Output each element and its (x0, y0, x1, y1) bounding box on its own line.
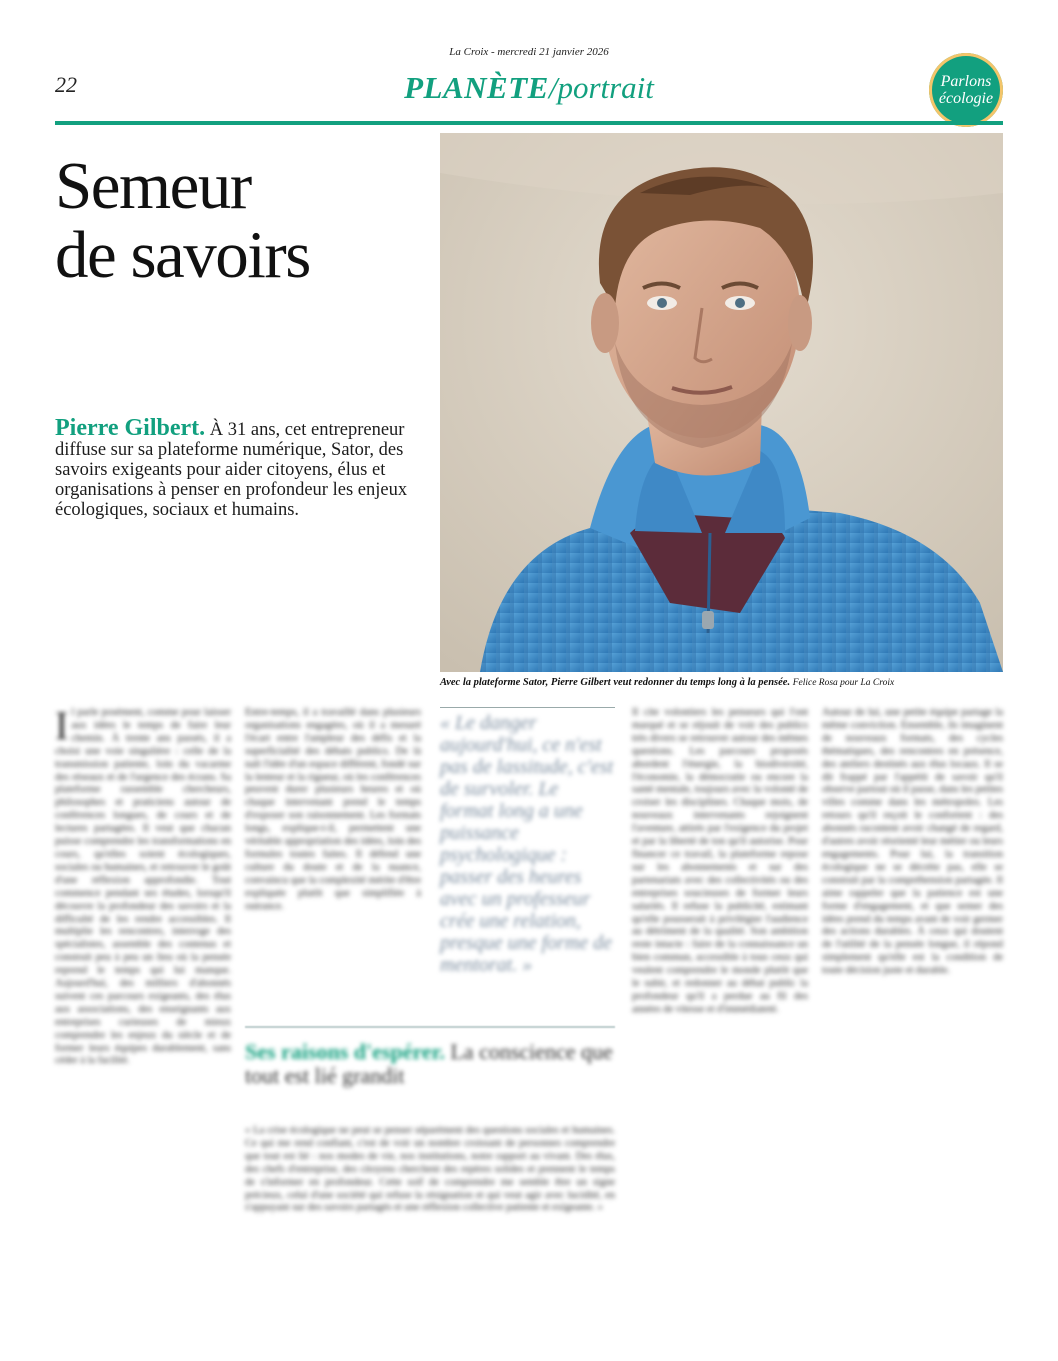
chapeau (55, 415, 410, 520)
body-column-2: Entre-temps, il a travaillé dans plusieurs organisations engagées, où il a mesuré l'écart entre l'ampleur des défis et la superficialité des débats publics. De là naît l'idée d'un espace différent, fondé sur la lenteur et la rigueur, où les conférences peuvent durer plusieurs heures et où chaque intervenant prend le temps d'exposer son raisonnement. Les formats longs, explique-t-il, permettent une véritable appropriation des idées, loin des formules toutes faites. Il défend une culture du doute et de la nuance, convaincu que la complexité mérite d'être expliquée plutôt que simplifiée à outrance. (245, 707, 421, 912)
badge-line1: Parlons (940, 73, 992, 90)
chapeau-name: Pierre Gilbert. (55, 415, 206, 441)
caption-text: Avec la plateforme Sator, Pierre Gilbert veut redonner du temps long à la pensée. (440, 677, 791, 688)
portrait-photo (440, 133, 1003, 672)
section-title (0, 70, 1058, 106)
header-rule (55, 121, 1003, 125)
parlons-ecologie-badge (929, 53, 1003, 127)
pull-quote: « Le danger aujourd'hui, ce n'est pas de lassitude, c'est de survoler. Le format long a une puissance psychologique : passer des heures avec un professeur crée une relation, presque une forme de mentorat. » (440, 712, 614, 976)
portrait-illustration (440, 133, 1003, 672)
box-body: « La crise écologique ne peut se penser séparément des questions sociales et humaines. Ce qui me rend confiant, c'est de voir un nombre croissant de personnes comprendre que tout est lié : nos modes de vie, nos institutions, notre rapport au vivant. Des élus, des chefs d'entreprise, des citoyens cherchent des repères solides et prennent le temps de s'informer en profondeur. Cette soif de comprendre me semble être un signe précieux, celui d'une société qui refuse la résignation et qui veut agir avec lucidité, en s'appuyant sur des savoirs partagés et une réflexion collective patiente et exigeante. » (245, 1125, 615, 1214)
body-column-1: Il parle posément, comme pour laisser aux idées le temps de faire leur chemin. À trente ans passés, il a choisi une voie singulière : celle de la transmission patiente, loin du vacarme des réseaux et de l'urgence des écrans. Sa plateforme rassemble chercheurs, philosophes et praticiens autour de conférences longues, de cours et de lectures partagées. Il veut que chacun puisse comprendre les transformations en cours, qu'elles soient écologiques, sociales ou humaines, et retrouver le goût d'une réflexion approfondie. Tout commence pendant ses études, lorsqu'il découvre la profondeur des savoirs et la difficulté de les rendre accessibles. Il multiplie les rencontres, interroge des spécialistes, assemble des contenus et construit peu à peu un lieu où la pensée reprend le temps qui lui manque. Aujourd'hui, des milliers d'abonnés suivent ces parcours exigeants, des élus aux associations, des enseignants aux entreprises curieuses de mieux comprendre les enjeux du siècle et de former leurs équipes durablement, sans céder à la facilité. (55, 707, 231, 1067)
page-number: 22 (55, 72, 77, 97)
dateline: La Croix - mercredi 21 janvier 2026 (449, 46, 609, 58)
body-column-3: Il cite volontiers les penseurs qui l'ont marqué et se réjouit de voir des publics très divers se retrouver autour des mêmes questions. Les parcours proposés abordent l'énergie, la biodiversité, l'économie, la démocratie ou encore la santé mentale, toujours avec la volonté de croiser les disciplines. Chaque mois, de nouveaux intervenants rejoignent l'aventure, attirés par l'exigence du projet et par la liberté de ton qu'il autorise. Pour financer ce travail, la plateforme repose sur les abonnements et sur des partenariats avec des collectivités ou des entreprises soucieuses de former leurs salariés. Il refuse la publicité, estimant qu'elle pousserait à privilégier l'audience au détriment de la qualité. Son ambition reste intacte : faire de la connaissance un bien commun, accessible à tous ceux qui veulent comprendre le monde plutôt que le subir, et redonner au débat public la profondeur qu'il a perdue au fil des années de vitesse et d'immédiateté. (632, 707, 808, 1015)
box-top-rule (245, 1026, 615, 1028)
badge-line2: écologie (938, 90, 994, 107)
section-separator: / (548, 70, 558, 105)
section-main: PLANÈTE (404, 70, 549, 105)
box-heading: Ses raisons d'espérer. La conscience que tout est lié grandit (245, 1039, 613, 1088)
chapeau-text: À 31 ans, cet entrepreneur diffuse sur sa plateforme numérique, Sator, des savoirs exigeants pour aider citoyens, élus et organisations à penser en profondeur les enjeux écologiques, sociaux et humains. (55, 420, 408, 520)
photo-credit: Felice Rosa pour La Croix (792, 678, 895, 688)
section-sub: portrait (557, 70, 654, 105)
quote-top-rule (440, 707, 615, 708)
headline-line2: de savoirs (55, 218, 310, 292)
headline-line1: Semeur (55, 149, 251, 223)
photo-caption (440, 677, 1003, 688)
headline (55, 149, 425, 292)
body-column-4: Autour de lui, une petite équipe partage la même conviction. Ensemble, ils imaginent de nouveaux formats, des cycles thématiques, des rencontres en présence, des ateliers destinés aux élus locaux. Il se dit frappé par l'appétit de savoir qu'il observe partout où il passe, dans les petites villes comme dans les métropoles. Les retours qu'il reçoit le confortent : des abonnés racontent avoir changé de regard, d'autres avoir réorienté leur métier ou leurs engagements. Pour lui, la transition écologique ne se décrète pas, elle se construit par la compréhension partagée. Il aime rappeler que la patience est une forme d'engagement, et que semer des idées prend du temps avant de voir germer des actions durables. À ceux qui doutent de l'utilité de la pensée longue, il répond simplement qu'elle est la condition de toute décision juste et durable. (822, 707, 1003, 977)
